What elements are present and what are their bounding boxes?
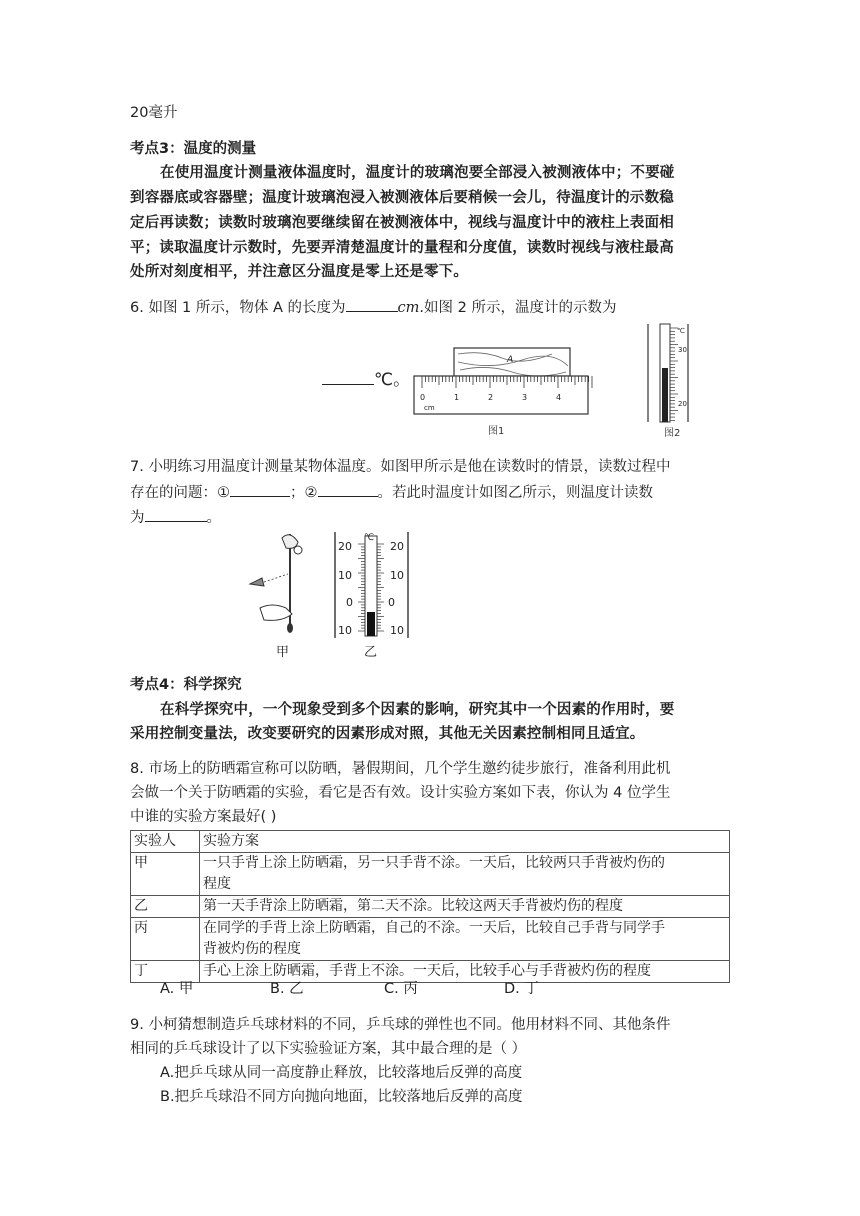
yi-right-tick-0: 0 — [388, 596, 395, 609]
q8-option-c[interactable]: C. 丙 — [384, 981, 418, 997]
experiment-plan-table — [130, 830, 730, 983]
object-a-label: A — [507, 355, 514, 365]
ruler-tick-label-0: 0 — [420, 393, 426, 402]
kp4-title: 考点4：科学探究 — [130, 677, 242, 693]
eye-icon — [250, 578, 264, 586]
row-person: 丙 — [131, 918, 200, 961]
figure-2-caption: 图2 — [664, 428, 681, 439]
q7-line-3 — [130, 505, 730, 530]
yi-right-tick-20: 20 — [390, 540, 404, 553]
kp3-line-5: 处所对刻度相平，并注意区分温度是零上还是零下。 — [130, 263, 469, 280]
q7-text-a: 存在的问题：① — [130, 485, 230, 501]
kp3-title: 考点3：温度的测量 — [130, 141, 257, 157]
row-person: 乙 — [131, 896, 200, 918]
kp4-line-2: 采用控制变量法，改变要研究的因素形成对照，其他无关因素控制相同且适宜。 — [130, 725, 645, 742]
ruler-body — [414, 376, 588, 414]
q8-line-1: 8. 市场上的防晒霜宣称可以防晒，暑假期间，几个学生邀约徒步旅行，准备利用此机 — [130, 761, 671, 777]
q7-text-b: ；② — [290, 485, 318, 501]
yi-left-tick-20: 20 — [338, 540, 352, 553]
yi-left-tick-0: 0 — [346, 596, 353, 609]
q6-text-a: 6. 如图 1 所示，物体 A 的长度为 — [130, 300, 346, 316]
figure-yi-thermometer — [335, 532, 408, 638]
thermometer-tick-20: 20 — [678, 400, 687, 408]
q7-text-e: 。 — [206, 510, 221, 526]
yi-left-tick-neg10: 10 — [338, 624, 352, 637]
q7-text-c: 。若此时温度计如图乙所示，则温度计读数 — [377, 485, 653, 501]
ruler-tick-label-2: 2 — [488, 393, 494, 402]
thermometer-ticks — [670, 328, 678, 420]
row-person: 丁 — [131, 961, 200, 983]
yi-right-tick-10: 10 — [390, 569, 404, 582]
kp3-line-1: 在使用温度计测量液体温度时，温度计的玻璃泡要全部浸入被测液体中；不要碰 — [160, 164, 675, 181]
q7-line-2 — [130, 480, 730, 505]
thermometer-unit: ℃ — [677, 327, 685, 335]
table-row — [131, 853, 730, 896]
q6-unit-cm: cm. — [397, 300, 425, 316]
q6-line — [130, 295, 730, 320]
figure-1-ruler — [412, 340, 594, 440]
q6-blank-temp[interactable] — [322, 368, 374, 385]
q6-unit-celsius: ℃。 — [374, 370, 411, 390]
hand-icon — [260, 605, 292, 620]
kp4-line-1: 在科学探究中，一个现象受到多个因素的影响，研究其中一个因素的作用时，要 — [160, 701, 675, 718]
row-plan-line: 在同学的手背上涂上防晒霜，自己的不涂。一天后，比较自己手背与同学手 — [203, 920, 665, 936]
ruler-unit-label: cm — [424, 404, 435, 412]
ruler-tick-label-1: 1 — [454, 393, 460, 402]
q9-line-2: 相同的乒乓球设计了以下实验验证方案，其中最合理的是（ ） — [130, 1041, 527, 1057]
row-plan — [200, 918, 730, 961]
q8-option-d[interactable]: D. 丁 — [504, 981, 539, 997]
q7-text-d: 为 — [130, 510, 145, 526]
yi-right-tick-neg10: 10 — [390, 624, 404, 637]
q8-option-b[interactable]: B. 乙 — [270, 981, 304, 997]
row-plan-line: 程度 — [203, 876, 231, 892]
q7-blank-1[interactable] — [230, 480, 290, 497]
q9-option-b[interactable]: B.把乒乓球沿不同方向抛向地面，比较落地后反弹的高度 — [160, 1089, 523, 1105]
prev-answer-line: 20毫升 — [130, 105, 178, 121]
yi-left-tick-10: 10 — [338, 569, 352, 582]
label-yi: 乙 — [364, 645, 378, 660]
header-person: 实验人 — [131, 831, 200, 853]
row-person: 甲 — [131, 853, 200, 896]
q7-blank-2[interactable] — [318, 480, 378, 497]
q6-text-b: 如图 2 所示，温度计的示数为 — [424, 300, 617, 316]
table-header-row — [131, 831, 730, 853]
kp3-line-2: 到容器底或容器壁；温度计玻璃泡浸入被测液体后要稍候一会儿，待温度计的示数稳 — [130, 189, 674, 206]
row-plan — [200, 853, 730, 896]
label-jia: 甲 — [276, 645, 290, 660]
table-row — [131, 918, 730, 961]
yi-liquid-column — [367, 612, 375, 636]
q9-line-1: 9. 小柯猜想制造乒乓球材料的不同，乒乓球的弹性也不同。他用材料不同、其他条件 — [130, 1017, 671, 1033]
kp3-line-3: 定后再读数；读数时玻璃泡要继续留在被测液体中，视线与温度计中的液柱上表面相 — [130, 214, 674, 231]
row-plan-line: 背被灼伤的程度 — [203, 941, 301, 957]
q7-line-1: 7. 小明练习用温度计测量某物体温度。如图甲所示是他在读数时的情景，读数过程中 — [130, 459, 671, 475]
figure-q7 — [246, 528, 416, 664]
ruler-tick-label-4: 4 — [556, 393, 562, 402]
row-plan-line: 第一天手背涂上防晒霜，第二天不涂。比较这两天手背被灼伤的程度 — [203, 898, 623, 914]
row-plan-line: 一只手背上涂上防晒霜，另一只手背不涂。一天后，比较两只手背被灼伤的 — [203, 855, 665, 871]
q8-options — [160, 977, 760, 1001]
ruler-tick-label-3: 3 — [522, 393, 528, 402]
q8-line-2: 会做一个关于防晒霜的实验，看它是否有效。设计实验方案如下表，你认为 4 位学生 — [130, 785, 671, 801]
q9-option-a[interactable]: A.把乒乓球从同一高度静止释放，比较落地后反弹的高度 — [160, 1065, 523, 1081]
kp3-line-4: 平；读取温度计示数时，先要弄清楚温度计的量程和分度值，读数时视线与液柱最高 — [130, 239, 674, 256]
thermometer-liquid-column — [662, 368, 668, 422]
figure-1-caption: 图1 — [488, 426, 505, 437]
yi-unit: ℃ — [364, 533, 375, 543]
q8-option-a[interactable]: A. 甲 — [160, 981, 194, 997]
row-plan — [200, 896, 730, 918]
figure-2-thermometer — [644, 322, 694, 440]
header-plan: 实验方案 — [200, 831, 730, 853]
q6-blank-length[interactable] — [346, 295, 398, 312]
row-plan-line: 手心上涂上防晒霜，手背上不涂。一天后，比较手心与手背被灼伤的程度 — [203, 963, 651, 979]
thermometer-tick-30: 30 — [678, 346, 687, 354]
table-row — [131, 896, 730, 918]
q7-blank-3[interactable] — [145, 505, 207, 522]
q8-line-3: 中谁的实验方案最好( ) — [130, 809, 277, 825]
figure-jia-drawing — [250, 534, 302, 633]
